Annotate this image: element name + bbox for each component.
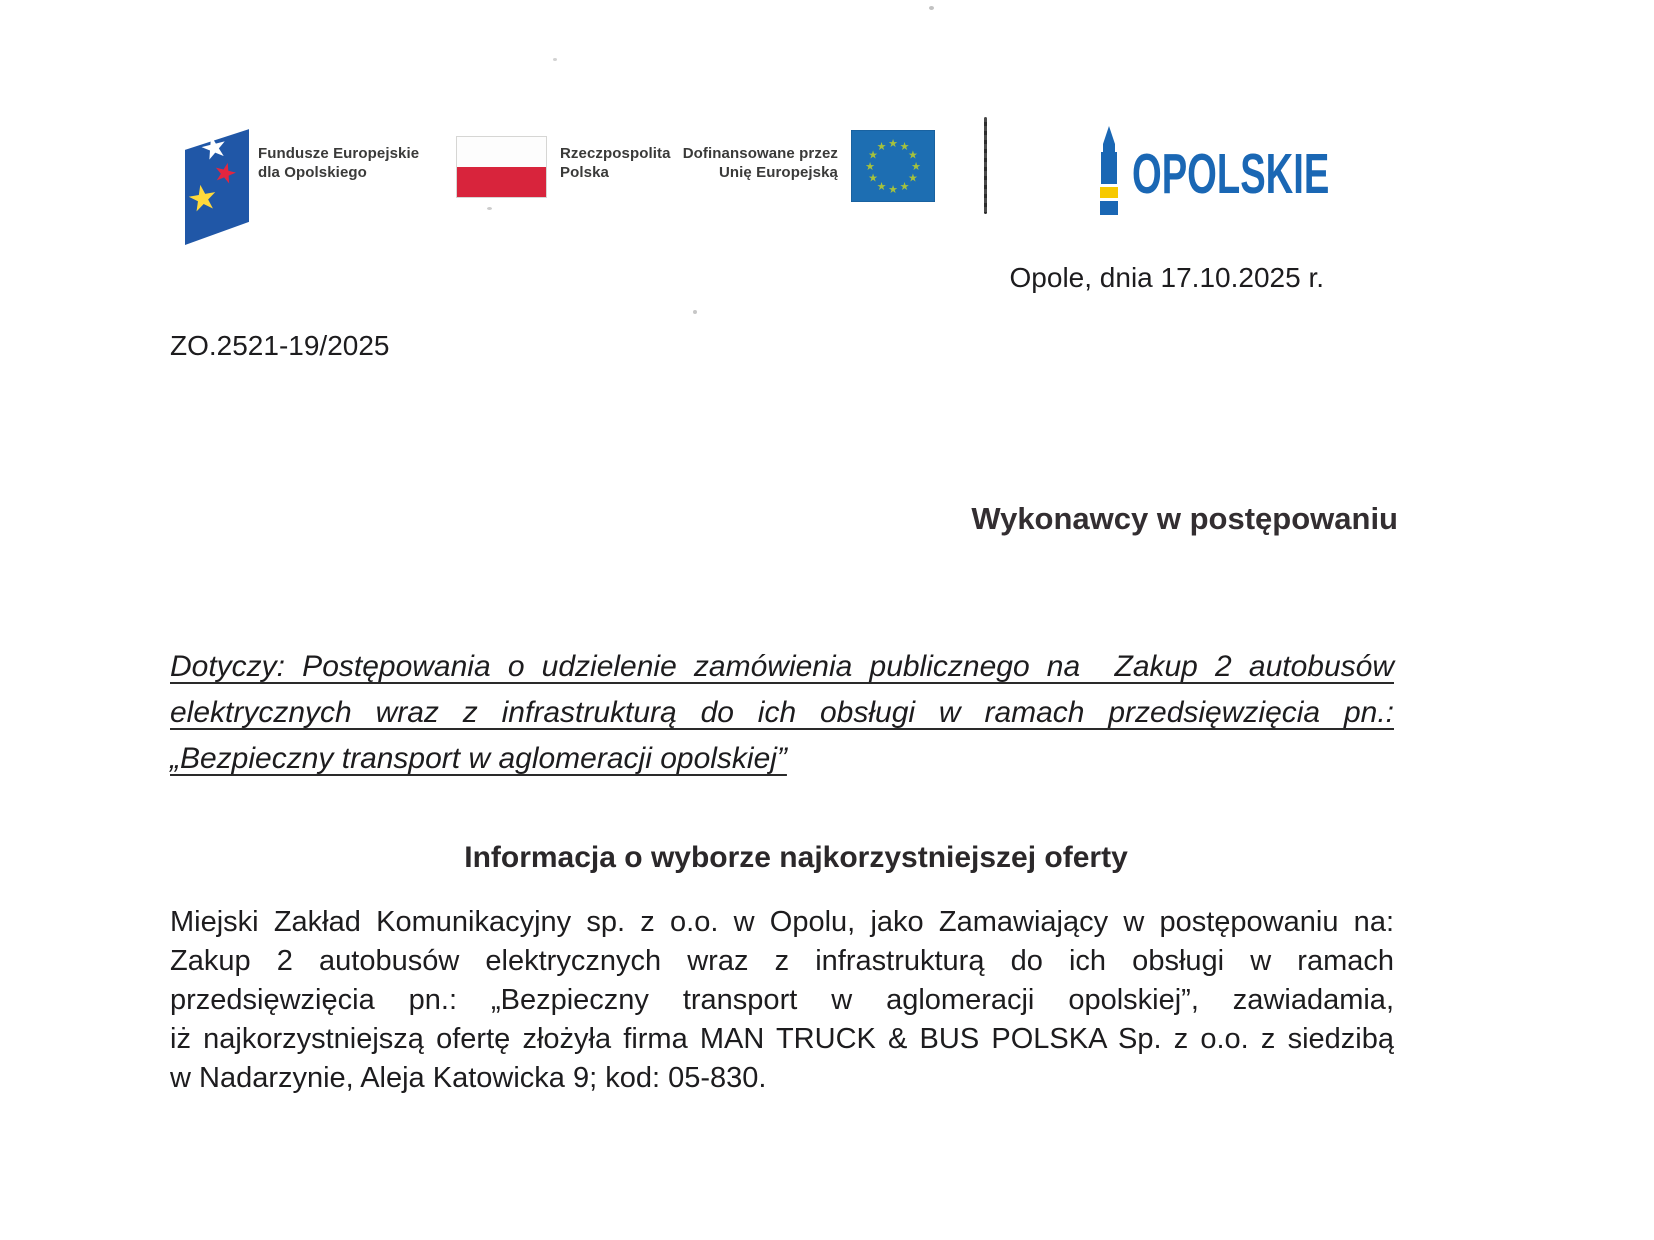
dofinansowane-line1: Dofinansowane przez [682,145,838,162]
scan-speck [693,310,697,314]
body-line: iż najkorzystniejszą ofertę złożyła firma MAN TRUCK & BUS POLSKA Sp. z o.o. z siedzibą [170,1023,1394,1055]
section-heading: Informacja o wyborze najkorzystniejszej oferty [464,841,1128,874]
fundusze-line1: Fundusze Europejskie [258,145,420,162]
rzeczpospolita-line2: Polska [560,164,609,181]
svg-text:★: ★ [911,160,921,173]
subject-line: elektrycznych wraz z infrastrukturą do ich obsługi w ramach przedsięwzięcia pn.: [170,696,1394,729]
red-star-icon: ★ [209,155,241,191]
eu-flag-icon [851,130,935,202]
subject-block [170,644,1394,782]
body-line: w Nadarzynie, Aleja Katowicka 9; kod: 05-830. [170,1062,767,1094]
scan-speck [553,58,557,61]
svg-text:★: ★ [907,148,918,162]
svg-text:★: ★ [888,137,898,150]
poland-flag-white-stripe [457,137,546,167]
addressee: Wykonawcy w postępowaniu [971,501,1398,536]
fundusze-logo-text [258,144,419,182]
svg-text:★: ★ [899,140,910,154]
scan-speck [929,6,934,10]
svg-text:★: ★ [899,179,910,193]
opolskie-tower-icon [1094,126,1124,223]
white-star-icon: ★ [196,127,232,168]
body-line: przedsięwzięcia pn.: „Bezpieczny transport w aglomeracji opolskiej”, zawiadamia, [170,984,1394,1016]
svg-text:★: ★ [907,171,918,185]
place-date: Opole, dnia 17.10.2025 r. [1009,262,1324,293]
dofinansowane-logo-text [640,144,838,182]
body-line: Zakup 2 autobusów elektrycznych wraz z infrastrukturą do ich obsługi w ramach [170,945,1394,977]
logo-divider [984,117,987,214]
opolskie-wordmark: OPOLSKIE [1132,142,1330,206]
yellow-star-icon: ★ [183,176,222,221]
dofinansowane-line2: Unię Europejską [718,164,838,181]
eu-flag-svg [851,130,935,202]
body-paragraph [170,903,1394,1098]
reference-number: ZO.2521-19/2025 [170,330,390,361]
fundusze-line2: dla Opolskiego [258,164,367,181]
rzeczpospolita-line1: Rzeczpospolita [560,145,671,162]
svg-text:★: ★ [876,179,887,193]
body-line: Miejski Zakład Komunikacyjny sp. z o.o. w Opolu, jako Zamawiający w postępowaniu na: [170,906,1394,938]
svg-text:★: ★ [868,148,879,162]
svg-text:★: ★ [868,171,879,185]
scan-speck [487,207,492,210]
svg-text:★: ★ [888,183,898,196]
eu-funds-flag-icon [185,123,249,245]
poland-flag-red-stripe [457,167,546,197]
poland-flag-icon [456,136,547,198]
subject-line: Dotyczy: Postępowania o udzielenie zamówienia publicznego na Zakup 2 autobusów [170,650,1394,683]
svg-text:★: ★ [876,140,887,154]
svg-text:★: ★ [865,160,875,173]
opolskie-tower-svg [1094,126,1124,218]
subject-line: „Bezpieczny transport w aglomeracji opolskiej” [170,742,787,775]
